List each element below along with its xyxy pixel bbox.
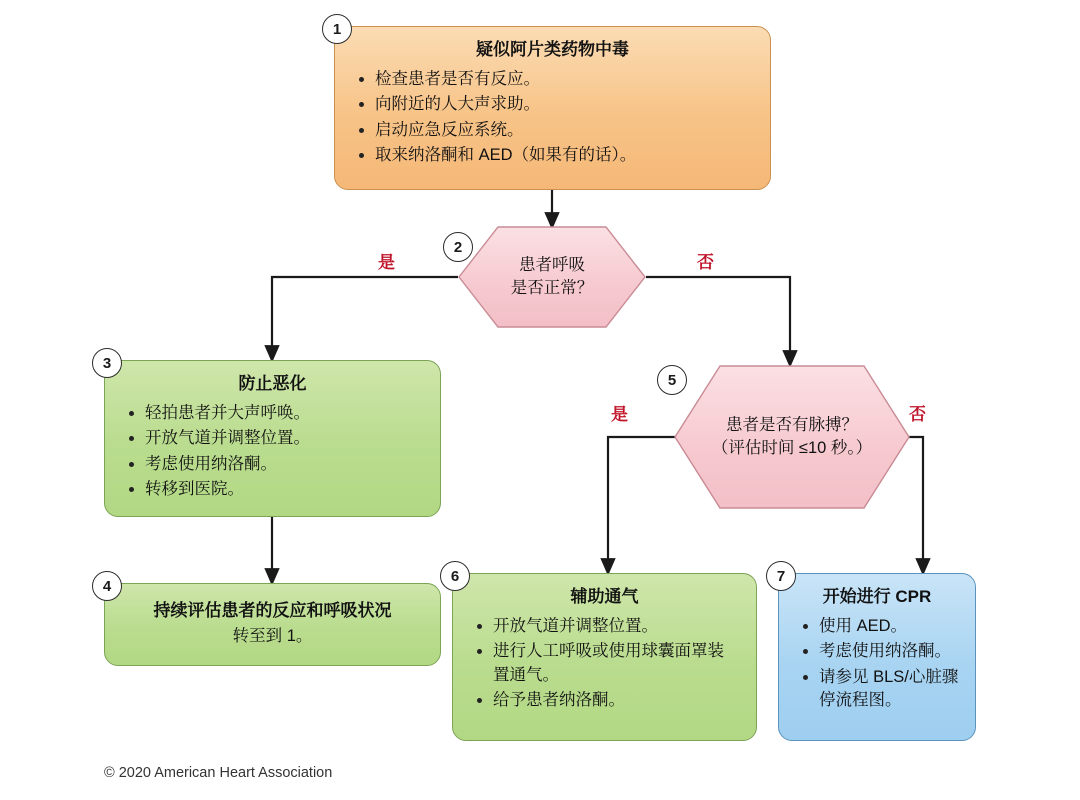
node-4-continue-assessment[interactable] (104, 583, 441, 666)
node-7-title: 开始进行 CPR (822, 587, 932, 606)
node-3-prevent-deterioration[interactable] (104, 360, 441, 517)
node-1-title: 疑似阿片类药物中毒 (476, 40, 629, 59)
node-5-line-2: （评估时间 ≤10 秒。） (711, 439, 873, 457)
list-item: 轻拍患者并大声呼唤。 (143, 402, 424, 425)
step-number-6: 6 (440, 561, 470, 591)
node-5-line-1: 患者是否有脉搏？ (726, 415, 858, 434)
node-4-subtitle: 转至到 1。 (232, 627, 313, 646)
node-2-line-1: 患者呼吸 (519, 255, 585, 274)
node-5-label (674, 365, 910, 509)
node-5-pulse-decision[interactable] (674, 365, 910, 509)
list-item: 使用 AED。 (817, 615, 959, 638)
branch-label-node2-yes: 是 (378, 253, 395, 272)
list-item: 考虑使用纳洛酮。 (817, 640, 959, 663)
node-7-bullets (795, 615, 959, 713)
node-1-suspected-opioid-poisoning[interactable] (334, 26, 771, 190)
list-item: 请参见 BLS/心脏骤停流程图。 (817, 666, 959, 713)
list-item: 开放气道并调整位置。 (491, 615, 740, 638)
node-2-breathing-normal-decision[interactable] (458, 226, 646, 328)
list-item: 取来纳洛酮和 AED（如果有的话）。 (373, 144, 754, 167)
list-item: 开放气道并调整位置。 (143, 427, 424, 450)
list-item: 启动应急反应系统。 (373, 119, 754, 142)
list-item: 转移到医院。 (143, 478, 424, 501)
node-6-assisted-ventilation[interactable] (452, 573, 757, 741)
step-number-2: 2 (443, 232, 473, 262)
step-number-7: 7 (766, 561, 796, 591)
branch-label-node5-yes: 是 (611, 405, 628, 424)
node-2-line-2: 是否正常？ (510, 279, 594, 297)
list-item: 向附近的人大声求助。 (373, 93, 754, 116)
node-6-bullets (469, 615, 740, 713)
node-3-bullets (121, 402, 424, 502)
node-1-bullets (351, 68, 754, 168)
node-2-label (458, 226, 646, 328)
list-item: 进行人工呼吸或使用球囊面罩装置通气。 (491, 640, 740, 687)
node-7-start-cpr[interactable] (778, 573, 976, 741)
step-number-3: 3 (92, 348, 122, 378)
step-number-1: 1 (322, 14, 352, 44)
node-6-title: 辅助通气 (570, 587, 639, 606)
step-number-5: 5 (657, 365, 687, 395)
node-3-title: 防止恶化 (238, 374, 307, 393)
list-item: 考虑使用纳洛酮。 (143, 453, 424, 476)
branch-label-node5-no: 否 (909, 405, 926, 424)
node-4-title: 持续评估患者的反应和呼吸状况 (153, 601, 392, 621)
copyright-text: © 2020 American Heart Association (104, 765, 333, 781)
branch-label-node2-no: 否 (697, 253, 714, 272)
list-item: 检查患者是否有反应。 (373, 68, 754, 91)
step-number-4: 4 (92, 571, 122, 601)
list-item: 给予患者纳洛酮。 (491, 689, 740, 712)
